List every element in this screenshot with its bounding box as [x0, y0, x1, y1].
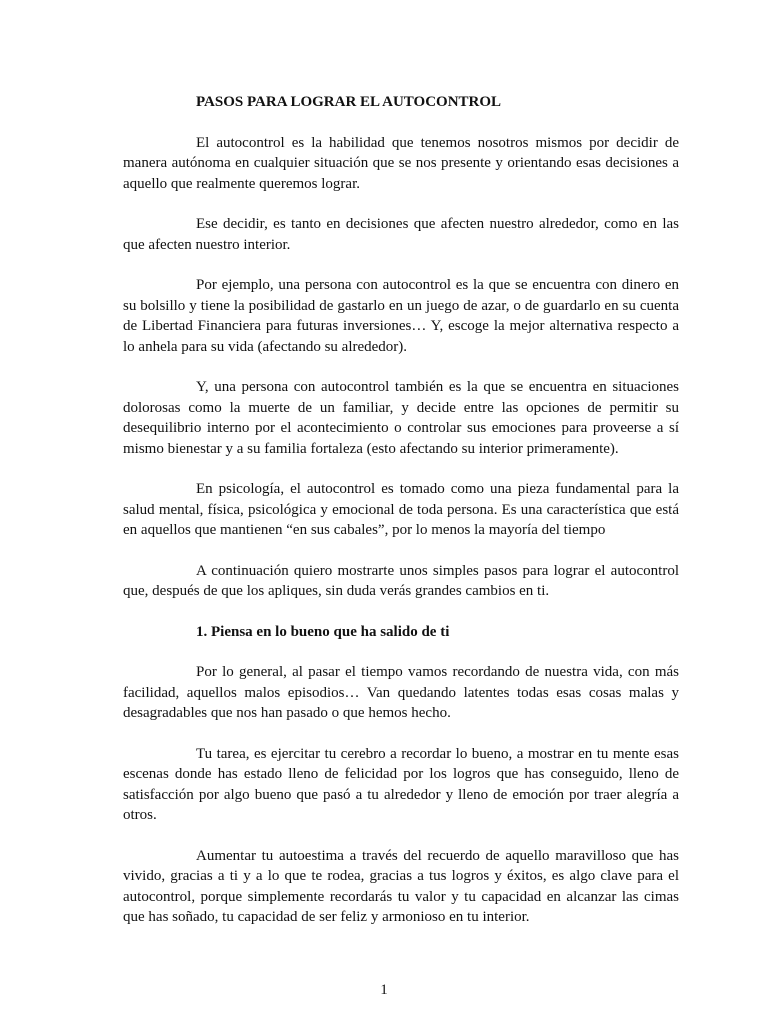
- document-title: PASOS PARA LOGRAR EL AUTOCONTROL: [196, 94, 502, 110]
- paragraph: Y, una persona con autocontrol también es la que se encuentra en situaciones dolorosas como la muerte de un familiar, y decide entre las opciones de permitir su desequilibrio interno por el acontecimiento o controlar sus emociones para proveerse a sí mismo bienestar y a su familia fortaleza (esto afectando su interior primeramente).: [123, 379, 679, 457]
- paragraph: El autocontrol es la habilidad que tenemos nosotros mismos por decidir de manera autónoma en cualquier situación que se nos presente y orientando esas decisiones a aquello que realmente queremos lograr.: [123, 134, 679, 192]
- section-paragraph: Aumentar tu autoestima a través del recuerdo de aquello maravilloso que has vivido, gracias a ti y a lo que te rodea, gracias a tus logros y éxitos, es algo clave para el autocontrol, porque simplemente recordarás tu valor y tu capacidad en alcanzar las cimas que has soñado, tu capacidad de ser feliz y armonioso en tu interior.: [123, 847, 679, 925]
- section-heading: 1. Piensa en lo bueno que ha salido de ti: [196, 623, 450, 640]
- section-paragraph: Por lo general, al pasar el tiempo vamos recordando de nuestra vida, con más facilidad, aquellos malos episodios… Van quedando latentes todas esas cosas malas y desagradables que nos han pasado o que hemos hecho.: [123, 664, 679, 721]
- document-page: [123, 92, 679, 948]
- paragraph: Ese decidir, es tanto en decisiones que afecten nuestro alrededor, como en las que afecten nuestro interior.: [123, 216, 679, 253]
- page-number: 1: [380, 982, 388, 998]
- paragraph: Por ejemplo, una persona con autocontrol es la que se encuentra con dinero en su bolsillo y tiene la posibilidad de gastarlo en un juego de azar, o de guardarlo en su cuenta de Libertad Financiera para futuras inversiones… Y, escoge la mejor alternativa respecto a lo anhela para su vida (afectando su alrededor).: [123, 277, 679, 355]
- section-paragraph: Tu tarea, es ejercitar tu cerebro a recordar lo bueno, a mostrar en tu mente esas escenas donde has estado lleno de felicidad por los logros que has conseguido, lleno de satisfacción por algo bueno que pasó a tu alrededor y lleno de emoción por traer alegría a otros.: [123, 745, 679, 823]
- paragraph: En psicología, el autocontrol es tomado como una pieza fundamental para la salud mental, física, psicológica y emocional de toda persona. Es una característica que está en aquellos que mantienen “en sus cabales”, por lo menos la mayoría del tiempo: [123, 481, 679, 538]
- paragraph: A continuación quiero mostrarte unos simples pasos para lograr el autocontrol que, después de que los apliques, sin duda verás grandes cambios en ti.: [123, 562, 679, 599]
